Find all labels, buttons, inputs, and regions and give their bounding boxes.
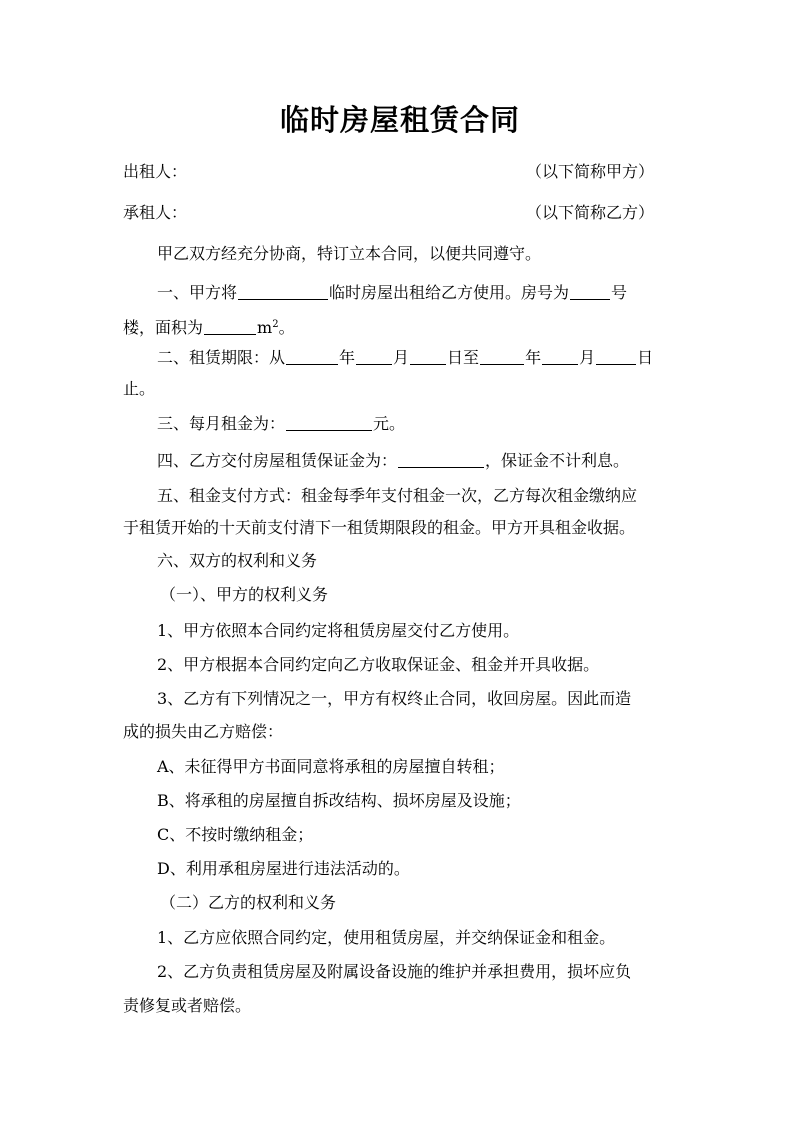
day-label: 日	[637, 348, 654, 367]
clause-1-end: 。	[278, 318, 295, 337]
clause-1-part-d: 楼，面积为	[123, 318, 204, 337]
lessee-note: （以下简称乙方）	[525, 203, 654, 222]
lessee-label: 承租人：	[123, 203, 188, 222]
clause-2-line-2: 止。	[123, 379, 156, 398]
blank-field	[410, 348, 446, 365]
day-to-label: 日至	[447, 348, 480, 367]
month-label: 月	[579, 348, 596, 367]
lessor-label: 出租人：	[123, 162, 188, 181]
clause-5-line-2: 于租赁开始的十天前支付清下一租赁期限段的租金。甲方开具租金收据。	[123, 518, 636, 537]
intro-paragraph: 甲乙双方经充分协商，特订立本合同，以便共同遵守。	[157, 244, 542, 263]
party-a-condition-a: A、未征得甲方书面同意将承租的房屋擅自转租；	[157, 757, 505, 776]
party-b-heading: （二）乙方的权利和义务	[160, 893, 337, 912]
party-a-item-2: 2、甲方根据本合同约定向乙方收取保证金、租金并开具收据。	[157, 655, 600, 674]
clause-6-heading: 六、双方的权利和义务	[157, 551, 318, 570]
blank-field	[286, 348, 338, 365]
party-b-item-2-line-1: 2、乙方负责租赁房屋及附属设备设施的维护并承担费用，损坏应负	[157, 962, 632, 981]
blank-field	[398, 451, 484, 468]
blank-field	[356, 348, 392, 365]
clause-4	[157, 451, 629, 471]
party-a-item-3-line-1: 3、乙方有下列情况之一，甲方有权终止合同，收回房屋。因此而造	[157, 689, 632, 708]
clause-3-part-b: 元。	[373, 414, 406, 433]
lessor-note: （以下简称甲方）	[525, 162, 654, 181]
area-unit: m	[257, 318, 273, 337]
party-b-item-2-line-2: 责修复或者赔偿。	[123, 996, 252, 1015]
year-label: 年	[525, 348, 542, 367]
party-b-item-1: 1、乙方应依照合同约定，使用租赁房屋，并交纳保证金和租金。	[157, 928, 616, 947]
blank-field	[542, 348, 578, 365]
party-a-heading: （一）、甲方的权利义务	[160, 585, 329, 604]
document-title: 临时房屋租赁合同	[279, 103, 520, 137]
clause-1-line-1	[157, 283, 627, 303]
party-a-condition-b: B、将承租的房屋擅自拆改结构、损坏房屋及设施；	[157, 791, 521, 810]
blank-field	[480, 348, 524, 365]
blank-field	[286, 414, 372, 431]
party-a-condition-d: D、利用承租房屋进行违法活动的。	[157, 859, 410, 878]
blank-field	[238, 283, 328, 300]
party-a-condition-c: C、不按时缴纳租金；	[157, 825, 314, 844]
clause-4-part-a: 四、乙方交付房屋租赁保证金为：	[157, 451, 398, 470]
party-a-item-1: 1、甲方依照本合同约定将租赁房屋交付乙方使用。	[157, 621, 520, 640]
party-a-item-3-line-2: 成的损失由乙方赔偿：	[123, 722, 284, 741]
blank-field	[204, 318, 256, 335]
clause-1-part-b: 临时房屋出租给乙方使用。房号为	[329, 283, 570, 302]
year-label: 年	[339, 348, 356, 367]
clause-2-line-1	[157, 348, 653, 368]
month-label: 月	[393, 348, 410, 367]
blank-field	[596, 348, 636, 365]
clause-2-part-a: 二、租赁期限：从	[157, 348, 286, 367]
clause-3	[157, 414, 405, 434]
clause-1-line-2	[123, 315, 295, 338]
clause-1-part-c: 号	[611, 283, 628, 302]
clause-3-part-a: 三、每月租金为：	[157, 414, 286, 433]
blank-field	[570, 283, 610, 300]
clause-1-part-a: 一、甲方将	[157, 283, 238, 302]
clause-5-line-1: 五、租金支付方式：租金每季年支付租金一次，乙方每次租金缴纳应	[157, 486, 638, 505]
area-unit-superscript: 2	[272, 319, 279, 330]
clause-4-part-b: ，保证金不计利息。	[485, 451, 630, 470]
